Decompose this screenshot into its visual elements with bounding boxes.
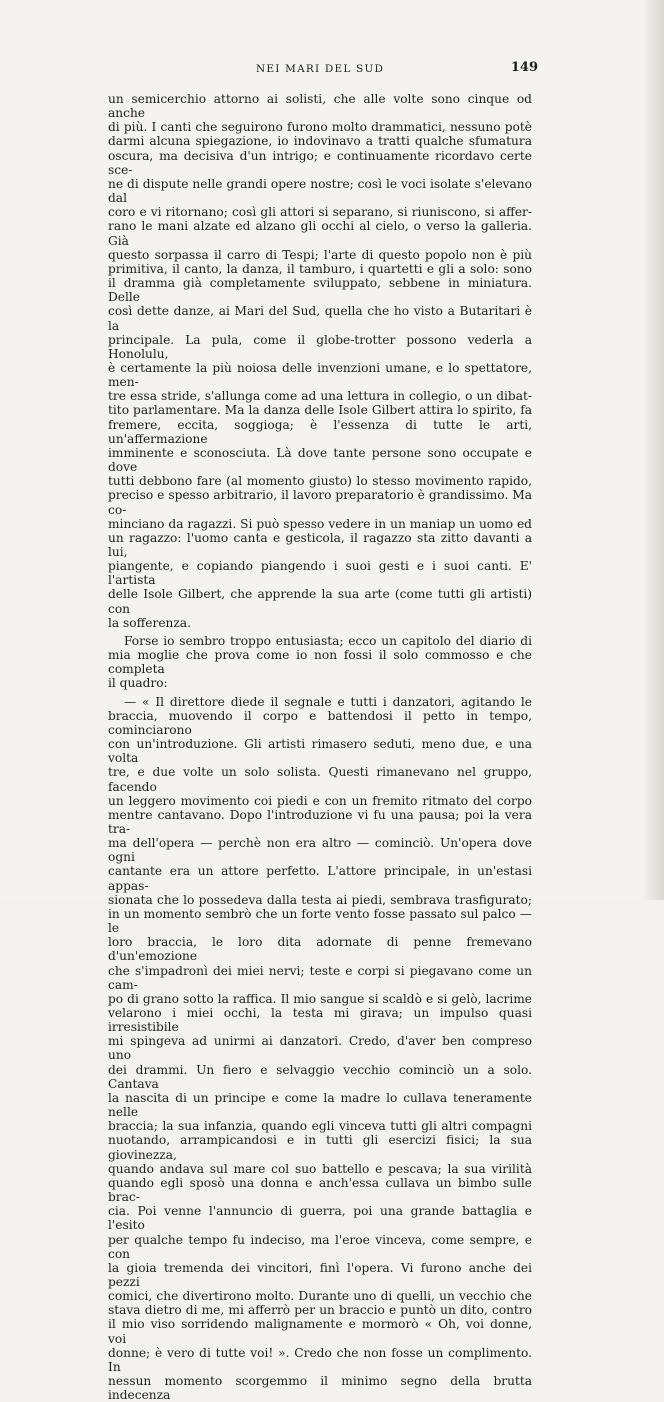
text-line: donne; è vero di tutte voi! ». Credo che non fosse un complimento. In	[108, 1345, 532, 1374]
text-line: la sofferenza.	[108, 615, 191, 630]
text-line: il mio viso sorridendo malignamente e mormorò « Oh, voi donne, voi	[108, 1317, 532, 1346]
text-line: la gioia tremenda dei vincitori, finì l'opera. Vi furono anche dei pezzi	[108, 1260, 532, 1289]
text-line: fremere, eccita, soggioga; è l'essenza di tutte le arti, un'affermazione	[108, 417, 532, 446]
text-line: è certamente la più noiosa delle invenzioni umane, e lo spettatore, men-	[108, 360, 532, 390]
text-line: questo sorpassa il carro di Tespi; l'arte di questo popolo non è più	[108, 247, 532, 262]
text-line: stava dietro di me, mi afferrò per un braccio e puntò un dito, contro	[108, 1303, 532, 1318]
text-line: mi spingeva ad unirmi ai danzatori. Credo, d'aver ben compreso uno	[108, 1034, 532, 1063]
text-line: tre essa stride, s'allunga come ad una lettura in collegio, o un dibat-	[108, 389, 532, 404]
text-line: che s'impadronì dei miei nervi; teste e corpi si piegavano come un cam-	[108, 963, 532, 992]
text-line: — « Il direttore diede il segnale e tutti i danzatori, agitando le	[124, 694, 532, 709]
text-line: tre, e due volte un solo solista. Questi rimanevano nel gruppo, facendo	[108, 765, 532, 794]
text-line: ma dell'opera — perchè non era altro — cominciò. Un'opera dove ogni	[108, 836, 532, 865]
text-line: oscura, ma decisiva d'un intrigo; e continuamente ricordavo certe sce-	[108, 148, 532, 177]
text-line: tito parlamentare. Ma la danza delle Isole Gilbert attira lo spirito, fa	[108, 403, 532, 418]
page-edge-shadow	[642, 0, 664, 900]
text-line: braccia, muovendo il corpo e battendosi il petto in tempo, cominciarono	[108, 708, 532, 737]
text-line: per qualche tempo fu indeciso, ma l'eroe vinceva, come sempre, e con	[108, 1232, 532, 1261]
text-line: cantante era un attore perfetto. L'attore principale, in un'estasi appas-	[108, 864, 532, 893]
text-line: rano le mani alzate ed alzano gli occhi al cielo, o verso la galleria. Già	[108, 219, 532, 248]
text-line: un ragazzo: l'uomo canta e gesticola, il ragazzo sta zitto davanti a lui,	[108, 530, 532, 559]
text-line: quando andava sul mare col suo battello e pescava; la sua virilità	[108, 1161, 532, 1176]
page-number: 149	[510, 60, 538, 75]
text-line: darmi alcuna spiegazione, io indovinavo a tratti qualche sfumatura	[108, 134, 532, 149]
text-line: Forse io sembro troppo entusiasta; ecco un capitolo del diario di	[124, 633, 532, 648]
text-line: quando egli sposò una donna e anch'essa cullava un bimbo sulle brac-	[108, 1175, 532, 1205]
text-line: un leggero movimento coi piedi e con un fremito ritmato del corpo	[108, 793, 532, 808]
text-line: velarono i miei occhi, la testa mi girava; un impulso quasi irresistibile	[108, 1006, 532, 1035]
running-head: NEI MARI DEL SUD	[256, 63, 385, 75]
text-line: di più. I canti che seguirono furono molto drammatici, nessuno potè	[108, 120, 532, 135]
text-line: il quadro:	[108, 676, 168, 691]
text-line: mia moglie che prova come io non fossi il solo commosso e che completa	[108, 648, 532, 677]
text-line: comici, che divertirono molto. Durante uno di quelli, un vecchio che	[108, 1289, 532, 1304]
text-line: con un'introduzione. Gli artisti rimasero seduti, meno due, e una volta	[108, 737, 532, 766]
text-line: nuotando, arrampicandosi e in tutti gli esercizi fisici; la sua giovinezza,	[108, 1133, 532, 1162]
text-line: coro e vi ritornano; così gli attori si separano, si riuniscono, si affer-	[108, 205, 532, 220]
text-line: così dette danze, ai Mari del Sud, quella che ho visto a Butaritari è la	[108, 304, 532, 333]
text-line: primitiva, il canto, la danza, il tamburo, i quartetti e gli a solo: sono	[108, 261, 532, 276]
text-line: in un momento sembrò che un forte vento fosse passato sul palco — le	[108, 906, 532, 936]
page-header	[108, 60, 538, 80]
text-line: piangente, e copiando piangendo i suoi gesti e i suoi canti. E' l'artista	[108, 559, 532, 588]
text-line: un semicerchio attorno ai solisti, che alle volte sono cinque od anche	[108, 92, 532, 121]
text-line: minciano da ragazzi. Si può spesso vedere in un maniap un uomo ed	[108, 516, 532, 531]
text-line: cia. Poi venne l'annuncio di guerra, poi una grande battaglia e l'esito	[108, 1204, 532, 1233]
text-line: delle Isole Gilbert, che apprende la sua arte (come tutti gli artisti) con	[108, 587, 532, 616]
text-line: il dramma già completamente sviluppato, sebbene in miniatura. Delle	[108, 276, 532, 305]
text-line: sionata che lo possedeva dalla testa ai piedi, sembrava trasfigurato;	[108, 892, 532, 907]
text-line: la nascita di un principe e come la madre lo cullava teneramente nelle	[108, 1090, 532, 1120]
text-line: nessun momento scorgemmo il minimo segno della brutta indecenza	[108, 1374, 532, 1402]
body-text	[108, 92, 532, 1402]
text-line: braccia; la sua infanzia, quando egli vinceva tutti gli altri compagni	[108, 1119, 532, 1134]
text-line: loro braccia, le loro dita adornate di penne fremevano d'un'emozione	[108, 935, 532, 964]
text-line: preciso e spesso arbitrario, il lavoro preparatorio è grandissimo. Ma co-	[108, 488, 532, 517]
text-line: principale. La pula, come il globe-trotter possono vederla a Honolulu,	[108, 332, 532, 361]
text-line: po di grano sotto la raffica. Il mio sangue si scaldò e si gelò, lacrime	[108, 991, 532, 1006]
text-line: imminente e sconosciuta. Là dove tante persone sono occupate e dove	[108, 445, 532, 475]
text-line: ne di dispute nelle grandi opere nostre; così le voci isolate s'elevano dal	[108, 176, 532, 206]
text-line: tutti debbono fare (al momento giusto) lo stesso movimento rapido,	[108, 474, 532, 489]
text-line: mentre cantavano. Dopo l'introduzione vi fu una pausa; poi la vera tra-	[108, 807, 532, 836]
text-line: dei drammi. Un fiero e selvaggio vecchio cominciò un a solo. Cantava	[108, 1062, 532, 1091]
